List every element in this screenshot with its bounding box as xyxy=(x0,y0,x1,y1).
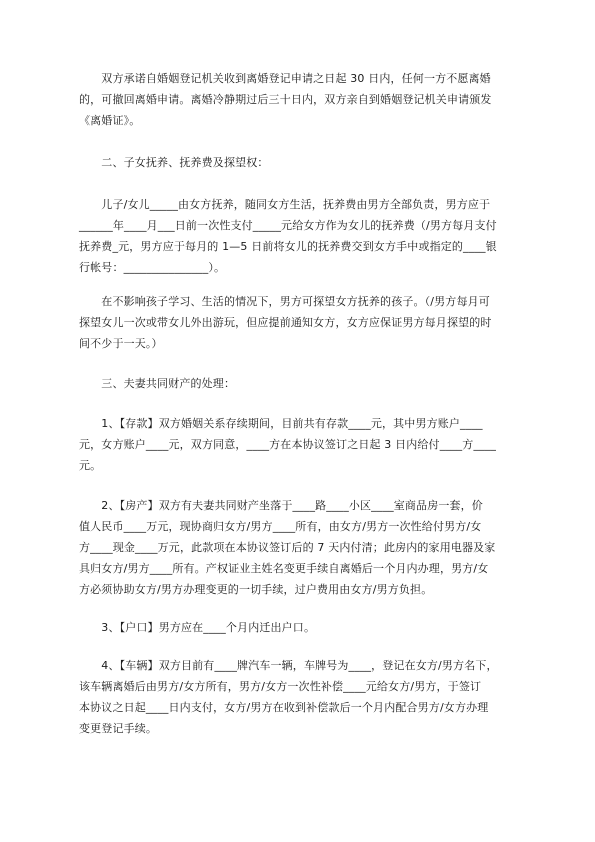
text-line: 本协议之日起____日内支付，女方/男方在收到补偿款后一个月内配合男方/女方办理 xyxy=(79,701,489,714)
paragraph-visitation xyxy=(79,291,527,354)
text-line: 在不影响孩子学习、生活的情况下，男方可探望女方抚养的孩子。（/男方每月可 xyxy=(79,295,490,308)
text-line: 儿子/女儿_____由女方抚养，随同女方生活，抚养费由男方全部负责，男方应于 xyxy=(79,198,491,211)
text-line: 2、【房产】双方有夫妻共同财产坐落于____路____小区____室商品房一套，价 xyxy=(79,499,483,512)
text-line: 间不少于一天。） xyxy=(79,337,163,350)
text-line: 方必须协助女方/男方办理变更的一切手续，过户费用由女方/男方负担。 xyxy=(79,583,433,596)
section-heading-joint-property xyxy=(79,373,527,394)
text-line: 3、【户口】男方应在____个月内迁出户口。 xyxy=(79,621,316,634)
text-line: 《离婚证》。 xyxy=(79,114,141,127)
text-line: 元。 xyxy=(79,459,102,472)
text-line: 抚养费_元，男方应于每月的 1—5 日前将女儿的抚养费交到女方手中或指定的____银 xyxy=(79,240,497,253)
text-line: 探望女儿一次或带女儿外出游玩，但应提前通知女方，女方应保证男方每月探望的时 xyxy=(79,316,492,329)
paragraph-cooling-off-period xyxy=(79,68,527,131)
heading-text: 二、子女抚养、抚养费及探望权： xyxy=(79,156,269,169)
text-line: 的，可撤回离婚申请。离婚冷静期过后三十日内，双方亲自到婚姻登记机关申请颁发 xyxy=(79,93,492,106)
text-line: 该车辆离婚后由男方/女方所有，男方/女方一次性补偿____元给女方/男方，于签订 xyxy=(79,680,482,693)
paragraph-household-registration xyxy=(79,617,527,638)
paragraph-real-estate xyxy=(79,495,527,600)
paragraph-vehicle xyxy=(79,655,527,739)
section-heading-child-custody xyxy=(79,152,527,173)
text-line: 双方承诺自婚姻登记机关收到离婚登记申请之日起 30 日内，任何一方不愿离婚 xyxy=(79,72,491,85)
text-line: 4、【车辆】双方目前有____牌汽车一辆，车牌号为____，登记在女方/男方名下， xyxy=(79,659,498,672)
text-line: 1、【存款】双方婚姻关系存续期间，目前共有存款____元，其中男方账户____ xyxy=(79,417,483,430)
text-line: 具归女方/男方____所有。产权证业主姓名变更手续自离婚后一个月内办理，男方/女 xyxy=(79,562,489,575)
text-line: 值人民币____万元，现协商归女方/男方____所有，由女方/男方一次性给付男方/女 xyxy=(79,520,482,533)
text-line: 方____现金____万元，此款项在本协议签订后的 7 天内付清；此房内的家用电器及家 xyxy=(79,541,496,554)
text-line: 元，女方账户____元，双方同意，____方在本协议签订之日起 3 日内给付____方____ xyxy=(79,438,497,451)
text-line: 变更登记手续。 xyxy=(79,722,158,735)
paragraph-child-support xyxy=(79,194,527,278)
text-line: ______年____月___日前一次性支付_____元给女方作为女儿的抚养费（/男方每月支付 xyxy=(79,219,497,232)
heading-text: 三、夫妻共同财产的处理： xyxy=(79,377,236,390)
text-line: 行帐号：_______________）。 xyxy=(79,261,226,274)
paragraph-deposits xyxy=(79,413,527,476)
